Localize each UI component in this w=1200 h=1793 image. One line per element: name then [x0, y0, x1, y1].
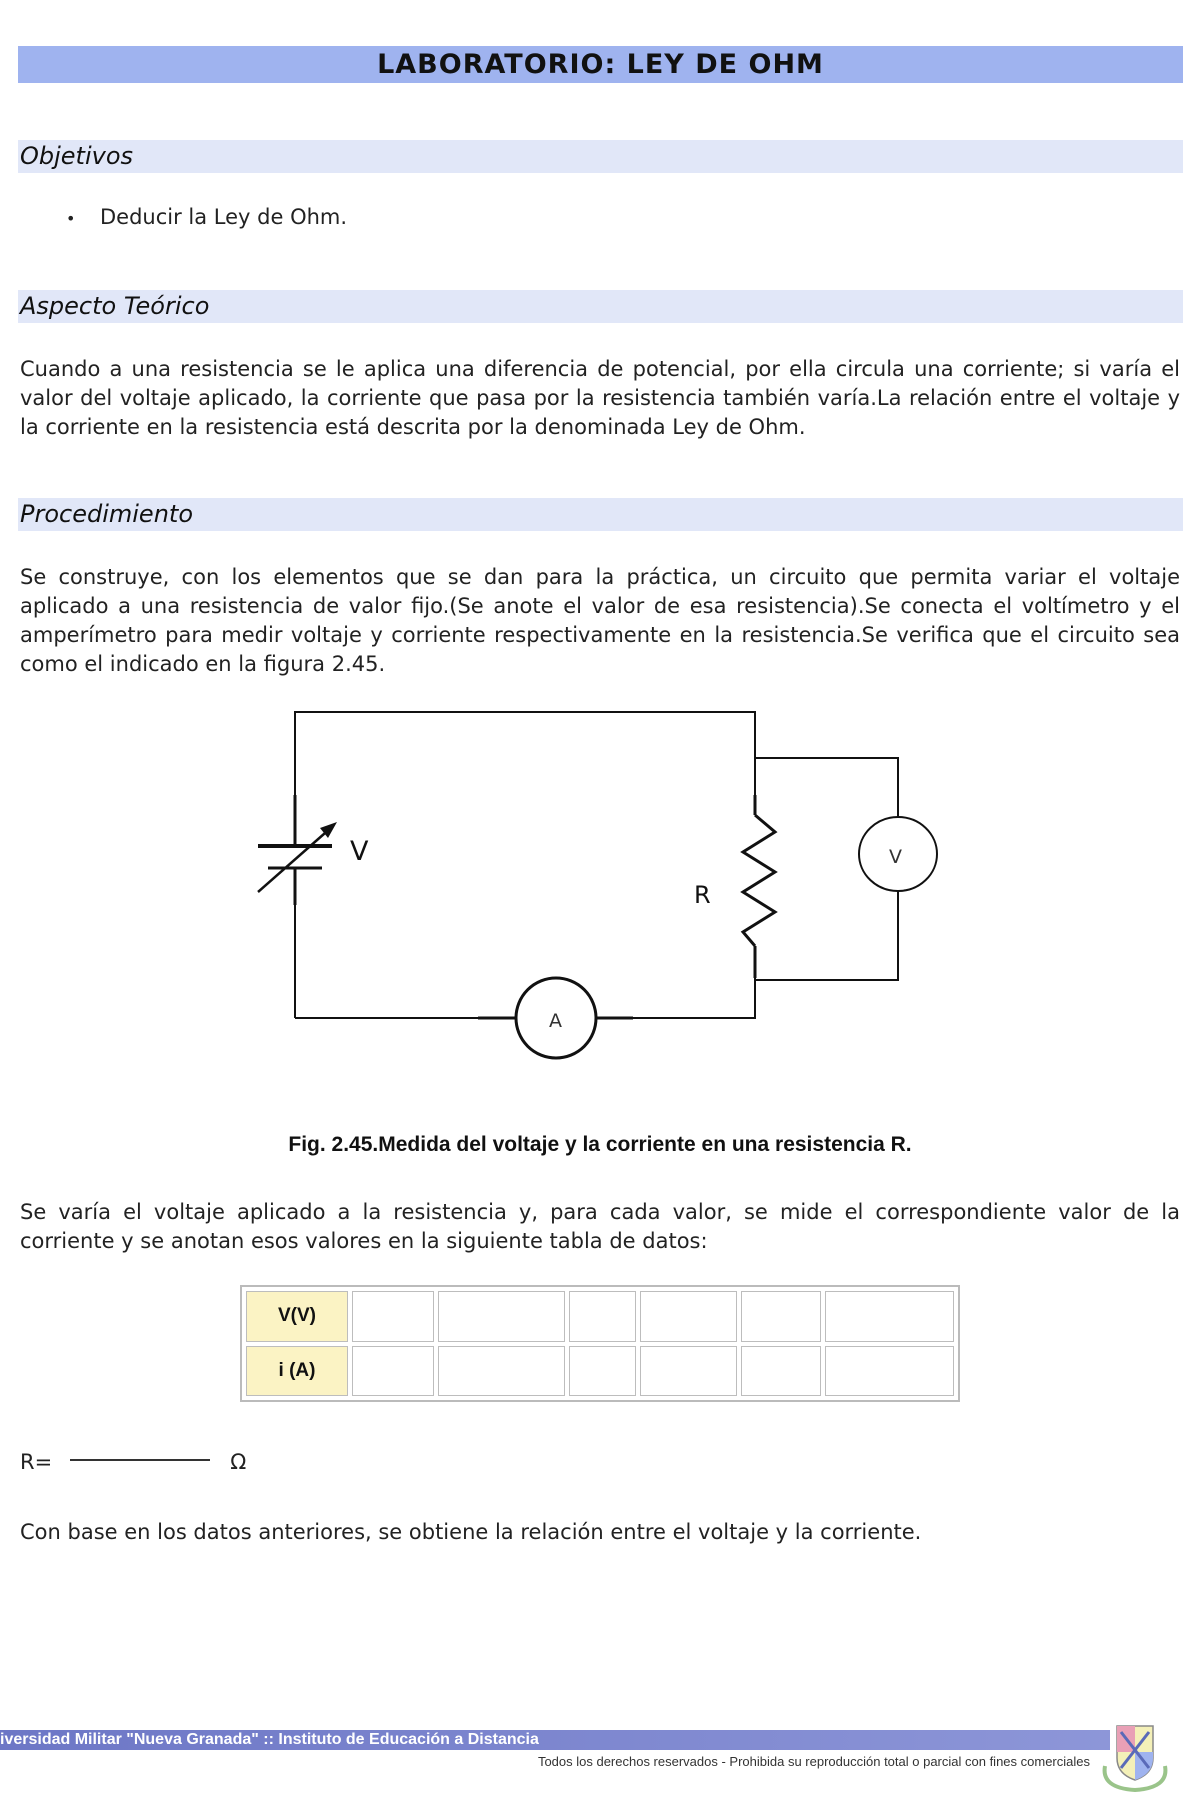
table-cell[interactable] — [640, 1291, 737, 1342]
section-heading-objetivos: Objetivos — [18, 140, 1183, 173]
resistor-zigzag — [743, 815, 775, 946]
section-heading-aspecto: Aspecto Teórico — [18, 290, 1183, 323]
table-row — [246, 1346, 954, 1397]
footer — [0, 1730, 1200, 1793]
wire-top — [295, 712, 755, 795]
objective-text: Deducir la Ley de Ohm. — [100, 205, 348, 229]
table-cell[interactable] — [640, 1346, 737, 1397]
ohm-unit: Ω — [230, 1450, 247, 1474]
aspecto-paragraph: Cuando a una resistencia se le aplica una diferencia de potencial, por ella circula una corriente; si varía el valor del voltaje aplicado, la corriente que pasa por la resistencia también varía.La relación entre el voltaje y la corriente en la resistencia está descrita por la denominada Ley de Ohm. — [20, 357, 1180, 439]
resistance-label: R= — [20, 1450, 53, 1474]
table-row — [246, 1291, 954, 1342]
resistor-label: R — [694, 881, 711, 909]
footer-rights: Todos los derechos reservados - Prohibida su reproducción total o parcial con fines comerciales — [537, 1754, 1090, 1769]
wire-voltmeter-top — [755, 758, 898, 818]
source-label: V — [350, 836, 369, 867]
table-cell[interactable] — [352, 1291, 434, 1342]
wire-bottom-right — [633, 978, 755, 1018]
table-cell[interactable] — [438, 1291, 565, 1342]
page-title: LABORATORIO: LEY DE OHM — [18, 46, 1183, 83]
data-table — [240, 1285, 960, 1402]
figure-caption: Fig. 2.45.Medida del voltaje y la corriente en una resistencia R. — [288, 1133, 912, 1156]
row-header-voltage: V(V) — [246, 1291, 348, 1342]
after-figure-paragraph: Se varía el voltaje aplicado a la resistencia y, para cada valor, se mide el correspondiente valor de la corriente y se anotan esos valores en la siguiente tabla de datos: — [20, 1200, 1180, 1253]
table-cell[interactable] — [352, 1346, 434, 1397]
institution-seal-icon — [1095, 1718, 1175, 1792]
row-header-current: i (A) — [246, 1346, 348, 1397]
resistance-blank[interactable] — [70, 1459, 210, 1461]
table-cell[interactable] — [569, 1291, 636, 1342]
bullet-icon: • — [66, 209, 76, 228]
circuit-diagram — [0, 700, 1200, 1080]
table-cell[interactable] — [569, 1346, 636, 1397]
wire-voltmeter-bottom — [755, 890, 898, 980]
objective-item — [66, 203, 347, 233]
table-cell[interactable] — [825, 1291, 954, 1342]
conclusion-paragraph: Con base en los datos anteriores, se obtiene la relación entre el voltaje y la corriente. — [20, 1520, 922, 1544]
table-cell[interactable] — [825, 1346, 954, 1397]
table-cell[interactable] — [741, 1291, 821, 1342]
footer-institution: iversidad Militar "Nueva Granada" :: Instituto de Educación a Distancia — [0, 1730, 1110, 1750]
voltmeter-label: V — [889, 846, 902, 868]
table-cell[interactable] — [741, 1346, 821, 1397]
ammeter-label: A — [549, 1010, 562, 1032]
table-cell[interactable] — [438, 1346, 565, 1397]
procedimiento-paragraph: Se construye, con los elementos que se dan para la práctica, un circuito que permita variar el voltaje aplicado a una resistencia de valor fijo.(Se anote el valor de esa resistencia).Se conecta el voltímetro y el amperímetro para medir voltaje y corriente respectivamente en la resistencia.Se verifica que el circuito sea como el indicado en la figura 2.45. — [20, 565, 1180, 676]
section-heading-procedimiento: Procedimiento — [18, 498, 1183, 531]
resistance-result — [20, 1450, 246, 1474]
